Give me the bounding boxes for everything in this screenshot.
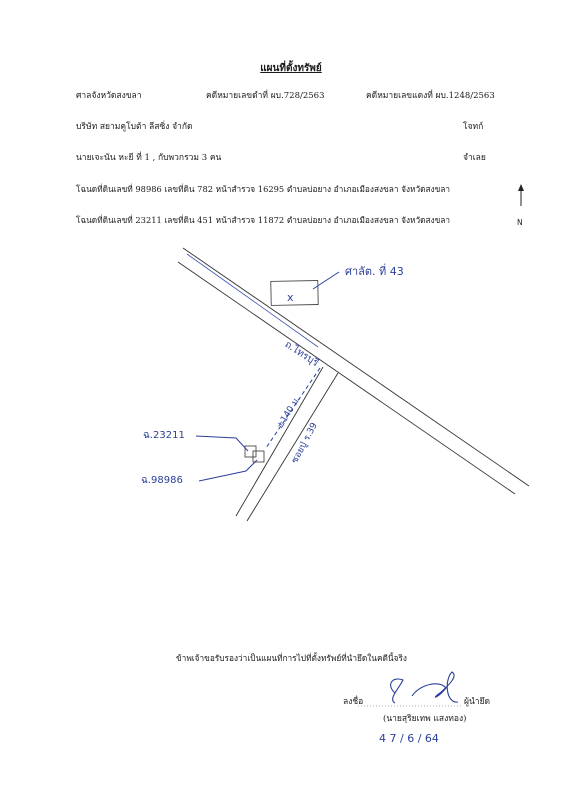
defendant-role: จำเลย (463, 153, 486, 163)
plaintiff-name: บริษัท สยามคูโบต้า ลีสซิ่ง จำกัด (76, 122, 193, 132)
court-name: ศาลจังหวัดสงขลา (76, 91, 142, 101)
signature-prefix: ลงชื่อ (343, 697, 364, 707)
distance-label: ±140 ม. (275, 394, 303, 431)
certification-text: ข้าพเจ้าขอรับรองว่าเป็นแผนที่การไปที่ตั้งทรัพย์ที่นำยึดในคดีนี้จริง (176, 653, 407, 663)
land-plots (245, 446, 264, 462)
document-title: แผนที่ตั้งทรัพย์ (260, 63, 322, 74)
deed-line-2: โฉนดที่ดินเลขที่ 23211 เลขที่ดิน 451 หน้าสำรวจ 11872 ตำบลบ่อยาง อำเภอเมืองสงขลา จังหวัดสงขลา (76, 215, 451, 225)
signature-date: 4 7 / 6 / 64 (379, 732, 439, 745)
signer-name: (นายสุริยเทพ แสงทอง) (383, 714, 467, 724)
defendant-name: นายเจะนัน หะยี ที่ 1 , กับพวกรวม 3 คน (76, 153, 222, 163)
signature-scribble (391, 672, 458, 703)
main-road (178, 248, 529, 494)
soi-road (236, 367, 338, 521)
black-case-number: คดีหมายเลขดำที่ ผบ.728/2563 (206, 91, 325, 101)
red-case-number: คดีหมายเลขแดงที่ ผบ.1248/2563 (366, 91, 495, 101)
plot-pointer-2 (199, 460, 257, 481)
plot-pointer-1 (196, 436, 248, 451)
house-label: ศาลัต. ที่ 43 (345, 265, 404, 278)
plot-label-23211: ฉ.23211 (143, 430, 185, 441)
house-box (271, 281, 318, 306)
soi-label: ซอยปู่ ร.39 (290, 421, 320, 466)
plaintiff-role: โจทก์ (463, 122, 484, 132)
main-road-label: ถ.ไทรบุรี (282, 339, 321, 370)
north-label: N (517, 218, 523, 227)
north-arrow-icon (518, 184, 524, 206)
deed-line-1: โฉนดที่ดินเลขที่ 98986 เลขที่ดิน 782 หน้าสำรวจ 16295 ตำบลบ่อยาง อำเภอเมืองสงขลา จังหวัดสงขลา (76, 184, 451, 194)
signature-role: ผู้นำยึด (464, 697, 491, 707)
house-mark: x (287, 291, 294, 304)
plot-label-98986: ฉ.98986 (141, 475, 183, 486)
